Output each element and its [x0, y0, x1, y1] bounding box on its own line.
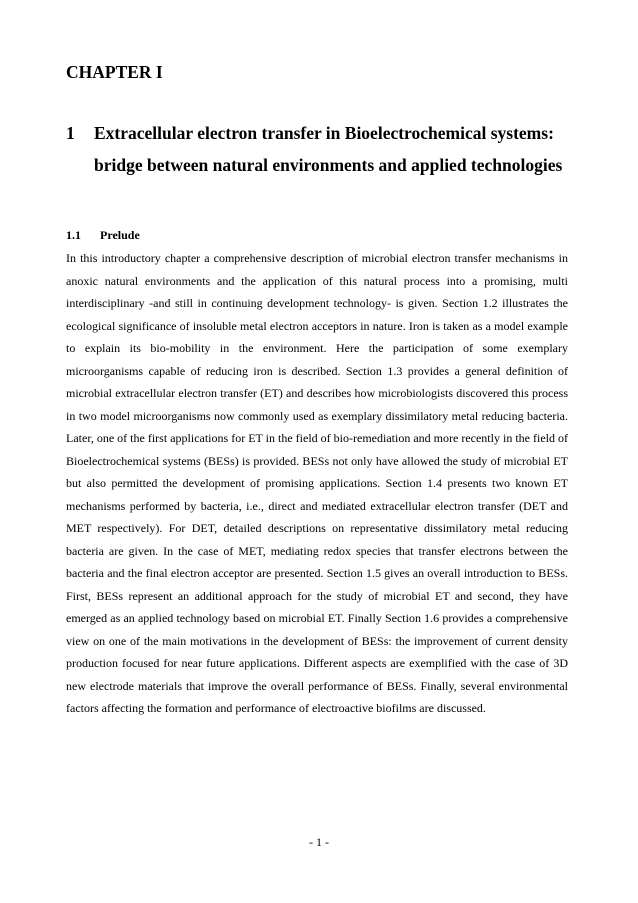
subsection-heading [66, 227, 140, 243]
subsection-title: Prelude [100, 228, 140, 242]
section-number: 1 [66, 123, 75, 143]
chapter-heading: CHAPTER I [66, 62, 163, 82]
subsection-number: 1.1 [66, 228, 81, 242]
section-title: Extracellular electron transfer in Bioelectrochemical systems: bridge between natural environments and applied technologies [94, 123, 563, 175]
body-paragraph: In this introductory chapter a comprehensive description of microbial electron transfer mechanisms in anoxic natural environments and the application of this natural process into a promising, multi interdisciplinary -and still in continuing development technology- is given. Section 1.2 illustrates the ecological significance of insoluble metal electron acceptors in nature. Iron is taken as a model example to explain its bio-mobility in the environment. Here the participation of some exemplary microorganisms capable of reducing iron is described. Section 1.3 provides a general definition of microbial extracellular electron transfer (ET) and describes how microbiologists discovered this process in two model microorganisms now commonly used as exemplary dissimilatory metal reducing bacteria. Later, one of the first applications for ET in the field of bio-remediation and more recently in the field of Bioelectrochemical systems (BESs) is provided. BESs not only have allowed the study of microbial ET but also permitted the development of promising applications. Section 1.4 presents two known ET mechanisms performed by bacteria, i.e., direct and mediated extracellular electron transfer (DET and MET respectively). For DET, detailed descriptions on representative dissimilatory metal reducing bacteria are given. In the case of MET, mediating redox species that transfer electrons between the bacteria and the final electron acceptor are presented. Section 1.5 gives an overall introduction to BESs. First, BESs represent an additional approach for the study of microbial ET and second, they have emerged as an applied technology based on microbial ET. Finally Section 1.6 provides a comprehensive view on one of the main motivations in the development of BESs: the improvement of current density production focused for near future applications. Different aspects are exemplified with the case of 3D new electrode materials that improve the overall performance of BESs. Finally, several environmental factors affecting the formation and performance of electroactive biofilms are discussed. [66, 251, 568, 715]
page-number: - 1 - [309, 835, 329, 849]
section-heading [66, 117, 566, 181]
